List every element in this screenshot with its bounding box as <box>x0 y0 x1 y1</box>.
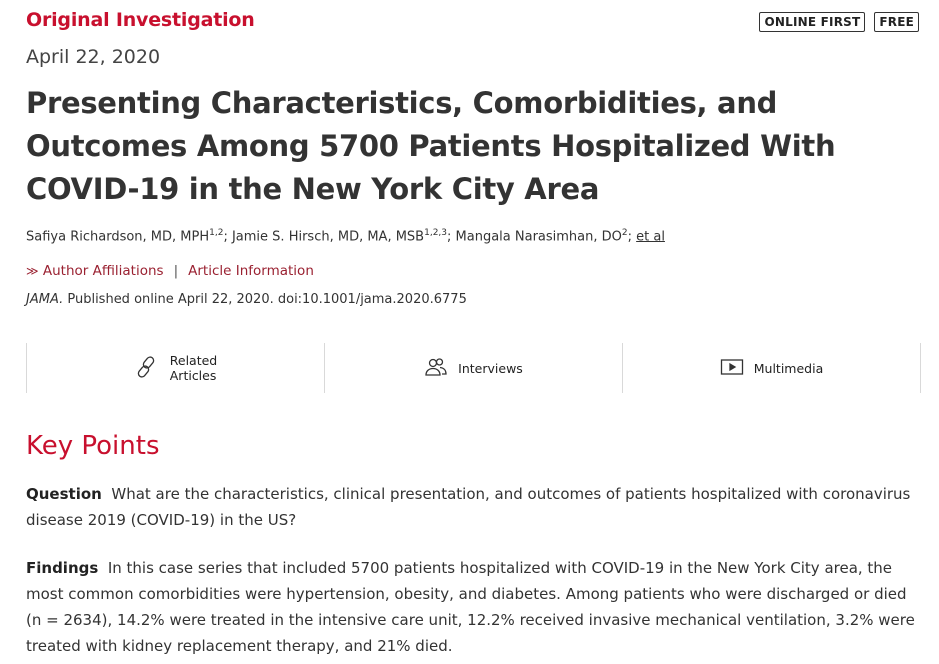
tab-interviews[interactable] <box>324 343 622 393</box>
author-name: Mangala Narasimhan, DO <box>455 229 622 245</box>
people-icon <box>424 357 448 380</box>
citation-details: Published online April 22, 2020. doi:10.1001/jama.2020.6775 <box>63 292 467 307</box>
author-affiliation-sup: 2 <box>621 228 628 238</box>
tab-multimedia[interactable] <box>622 343 921 393</box>
question-label: Question <box>26 485 102 503</box>
author-name: Jamie S. Hirsch, MD, MA, MSB <box>231 229 425 245</box>
article-title: Presenting Characteristics, Comorbidities, and Outcomes Among 5700 Patients Hospitalized With COVID-19 in the New York City Area <box>26 86 836 206</box>
et-al-link[interactable]: et al <box>636 229 665 245</box>
tab-label-line2: Articles <box>169 368 217 383</box>
findings-label: Findings <box>26 559 99 577</box>
citation-journal: JAMA. <box>26 292 64 307</box>
tab-related-articles[interactable] <box>26 343 324 393</box>
findings-text: In this case series that included 5700 patients hospitalized with COVID-19 in the New York City area, the most common comorbidities were hypertension, obesity, and diabetes. Among patients who were discharged or died (n = 2634), 14.2% were treated in the intensive care unit, 12.2% received invasive mechanical ventilation, 3.2% were treated with kidney replacement therapy, and 21% died. <box>26 559 915 655</box>
tab-label-line1: Related <box>169 353 218 368</box>
question-text: What are the characteristics, clinical presentation, and outcomes of patients hospitalized with coronavirus disease 2019 (COVID-19) in the US? <box>26 485 911 529</box>
online-first-badge: ONLINE FIRST <box>759 12 865 32</box>
double-chevron-icon: ≫ <box>26 264 39 278</box>
author-affiliations-link[interactable] <box>26 263 164 279</box>
author-affiliation-sup: 1,2 <box>209 228 224 238</box>
author-affiliation-sup: 1,2,3 <box>424 228 448 238</box>
link-icon <box>134 354 160 383</box>
key-points-question <box>26 481 926 533</box>
author-list: Safiya Richardson, MD, MPH$^{1,2}$; Jamie S. Hirsch, MD, MA, MSB$^{1,2,3}$; Mangala Narasimhan, $DO^2$; et al <box>26 228 665 245</box>
article-links <box>26 263 314 279</box>
author-affiliations-label: Author Affiliations <box>42 263 164 279</box>
free-badge: FREE <box>874 12 919 32</box>
link-separator: | <box>173 263 179 279</box>
badges <box>759 12 919 32</box>
author-name: Safiya Richardson, MD, MPH <box>26 229 210 245</box>
key-points-heading: Key Points <box>26 431 160 461</box>
tab-label: Interviews <box>458 360 523 376</box>
article-information-link[interactable]: Article Information <box>188 263 314 279</box>
section-label: Original Investigation <box>26 9 255 31</box>
publication-date: April 22, 2020 <box>26 46 161 68</box>
key-points-findings <box>26 555 926 659</box>
play-icon <box>720 358 744 379</box>
citation <box>26 292 467 307</box>
related-content-tabs <box>26 343 921 393</box>
tab-label: Multimedia <box>753 360 824 376</box>
